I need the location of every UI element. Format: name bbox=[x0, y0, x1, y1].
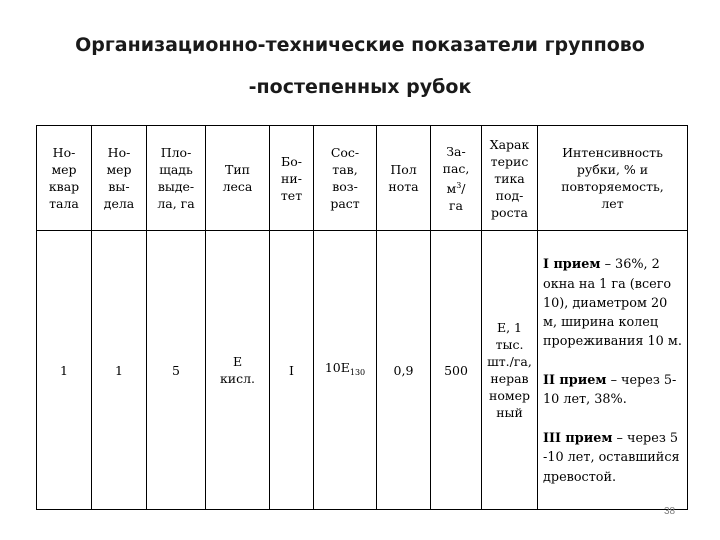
intensity-third: III прием – через 5 -10 лет, оставшийся древостой. bbox=[543, 430, 680, 485]
intensity-second: II прием – через 5-10 лет, 38%. bbox=[543, 373, 677, 408]
slide-title-line-2: -постепенных рубок bbox=[248, 76, 472, 98]
header-polnota: Пол нота bbox=[377, 126, 431, 231]
cell-composition bbox=[314, 231, 377, 510]
cell-podrost: Е, 1 тыс. шт./га, нерав номер ный bbox=[482, 231, 538, 510]
header-kvartal: Но- мер квар тала bbox=[37, 126, 92, 231]
cell-bonitet: I bbox=[270, 231, 314, 510]
header-composition: Сос- тав, воз- раст bbox=[314, 126, 377, 231]
header-forest-type: Тип леса bbox=[206, 126, 270, 231]
cell-area: 5 bbox=[147, 231, 206, 510]
header-podrost: Харак терис тика под- роста bbox=[482, 126, 538, 231]
cell-zapas: 500 bbox=[431, 231, 482, 510]
header-vydel: Но- мер вы- дела bbox=[92, 126, 147, 231]
indicators-table bbox=[36, 125, 688, 510]
table-header-row bbox=[37, 126, 688, 231]
page-number: 38 bbox=[664, 506, 676, 517]
table-row bbox=[37, 231, 688, 510]
cell-polnota: 0,9 bbox=[377, 231, 431, 510]
header-zapas: За- пас, $м^3/$ га bbox=[431, 126, 482, 231]
cell-kvartal: 1 bbox=[37, 231, 92, 510]
header-bonitet: Бо- ни- тет bbox=[270, 126, 314, 231]
composition-main: 10Е bbox=[324, 360, 350, 376]
cell-vydel: 1 bbox=[92, 231, 147, 510]
header-area: Пло- щадь выде- ла, га bbox=[147, 126, 206, 231]
header-intensity: Интенсивность рубки, % и повторяемость, лет bbox=[538, 126, 688, 231]
cell-intensity bbox=[538, 231, 688, 510]
composition-age: 130 bbox=[349, 368, 366, 378]
intensity-first: I прием – 36%, 2 окна на 1 га (всего 10), диаметром 20 м, ширина колец прореживания 10 м. bbox=[543, 257, 682, 350]
slide-title-line-1: Организационно-технические показатели группово bbox=[75, 34, 645, 56]
cell-forest-type: Е кисл. bbox=[206, 231, 270, 510]
